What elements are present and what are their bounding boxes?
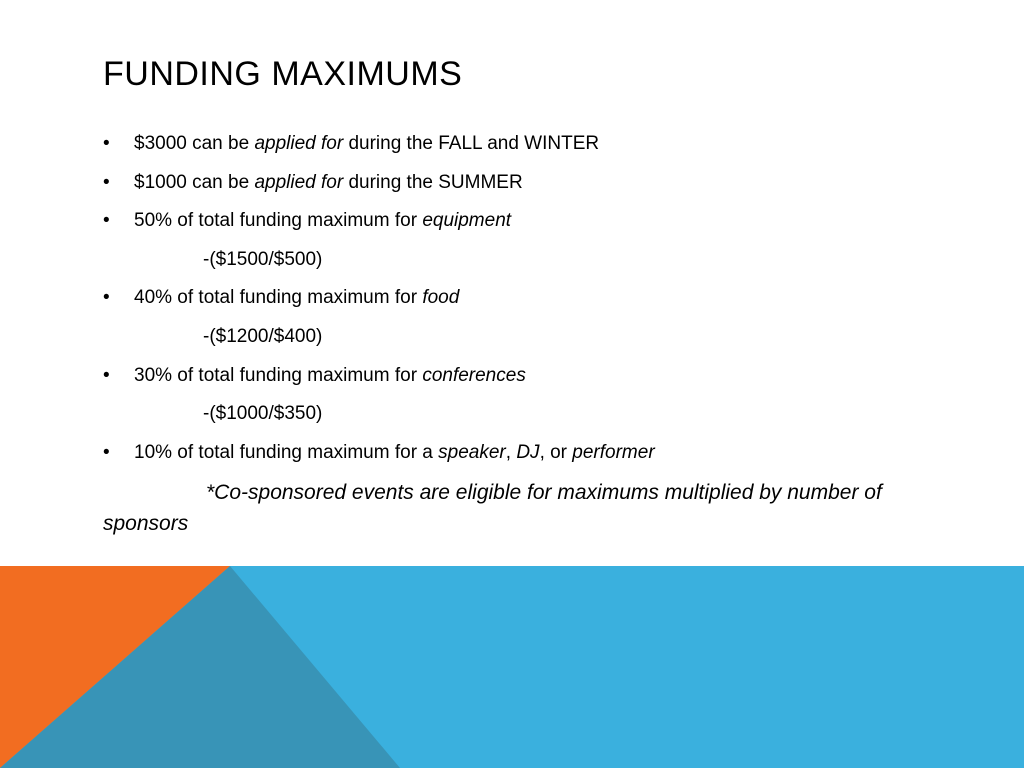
list-item	[103, 437, 923, 476]
list-item-text: 50% of total funding maximum for equipment	[134, 210, 512, 232]
bullet-icon: •	[103, 441, 110, 463]
emphasis: DJ	[516, 441, 540, 463]
bullet-icon: •	[103, 171, 110, 193]
sub-item-text: -($1200/$400)	[203, 325, 323, 347]
list-item-text: $3000 can be applied for during the FALL and WINTER	[134, 133, 600, 154]
slide-content	[103, 128, 923, 539]
list-item-text: 40% of total funding maximum for food	[134, 287, 460, 309]
footnote: *Co-sponsored events are eligible for maximums multiplied by number of sponsors	[103, 481, 882, 536]
list-item-text: $1000 can be applied for during the SUMMER	[134, 171, 523, 193]
bullet-icon: •	[103, 210, 110, 232]
sub-item-text: -($1000/$350)	[203, 403, 323, 425]
emphasis: conferences	[422, 364, 526, 386]
list-item-text: 10% of total funding maximum for a speaker, DJ, or performer	[134, 441, 655, 463]
list-item	[103, 128, 923, 167]
emphasis: performer	[572, 441, 655, 463]
list-item	[103, 205, 923, 244]
emphasis: equipment	[422, 210, 512, 232]
emphasis: applied for	[254, 133, 344, 154]
decorative-banner	[0, 566, 1024, 768]
bullet-icon: •	[103, 287, 110, 309]
sub-item-text: -($1500/$500)	[203, 248, 323, 270]
bullet-icon: •	[103, 133, 110, 154]
list-item	[103, 167, 923, 206]
sub-item	[103, 398, 923, 437]
emphasis: food	[422, 287, 460, 309]
list-item	[103, 360, 923, 399]
emphasis: applied for	[254, 171, 344, 193]
list-item	[103, 282, 923, 321]
sub-item	[103, 321, 923, 360]
sub-item	[103, 244, 923, 283]
list-item-text: 30% of total funding maximum for conferences	[134, 364, 526, 386]
bullet-icon: •	[103, 364, 110, 386]
slide-title: FUNDING MAXIMUMS	[103, 55, 463, 93]
emphasis: speaker	[438, 441, 506, 463]
